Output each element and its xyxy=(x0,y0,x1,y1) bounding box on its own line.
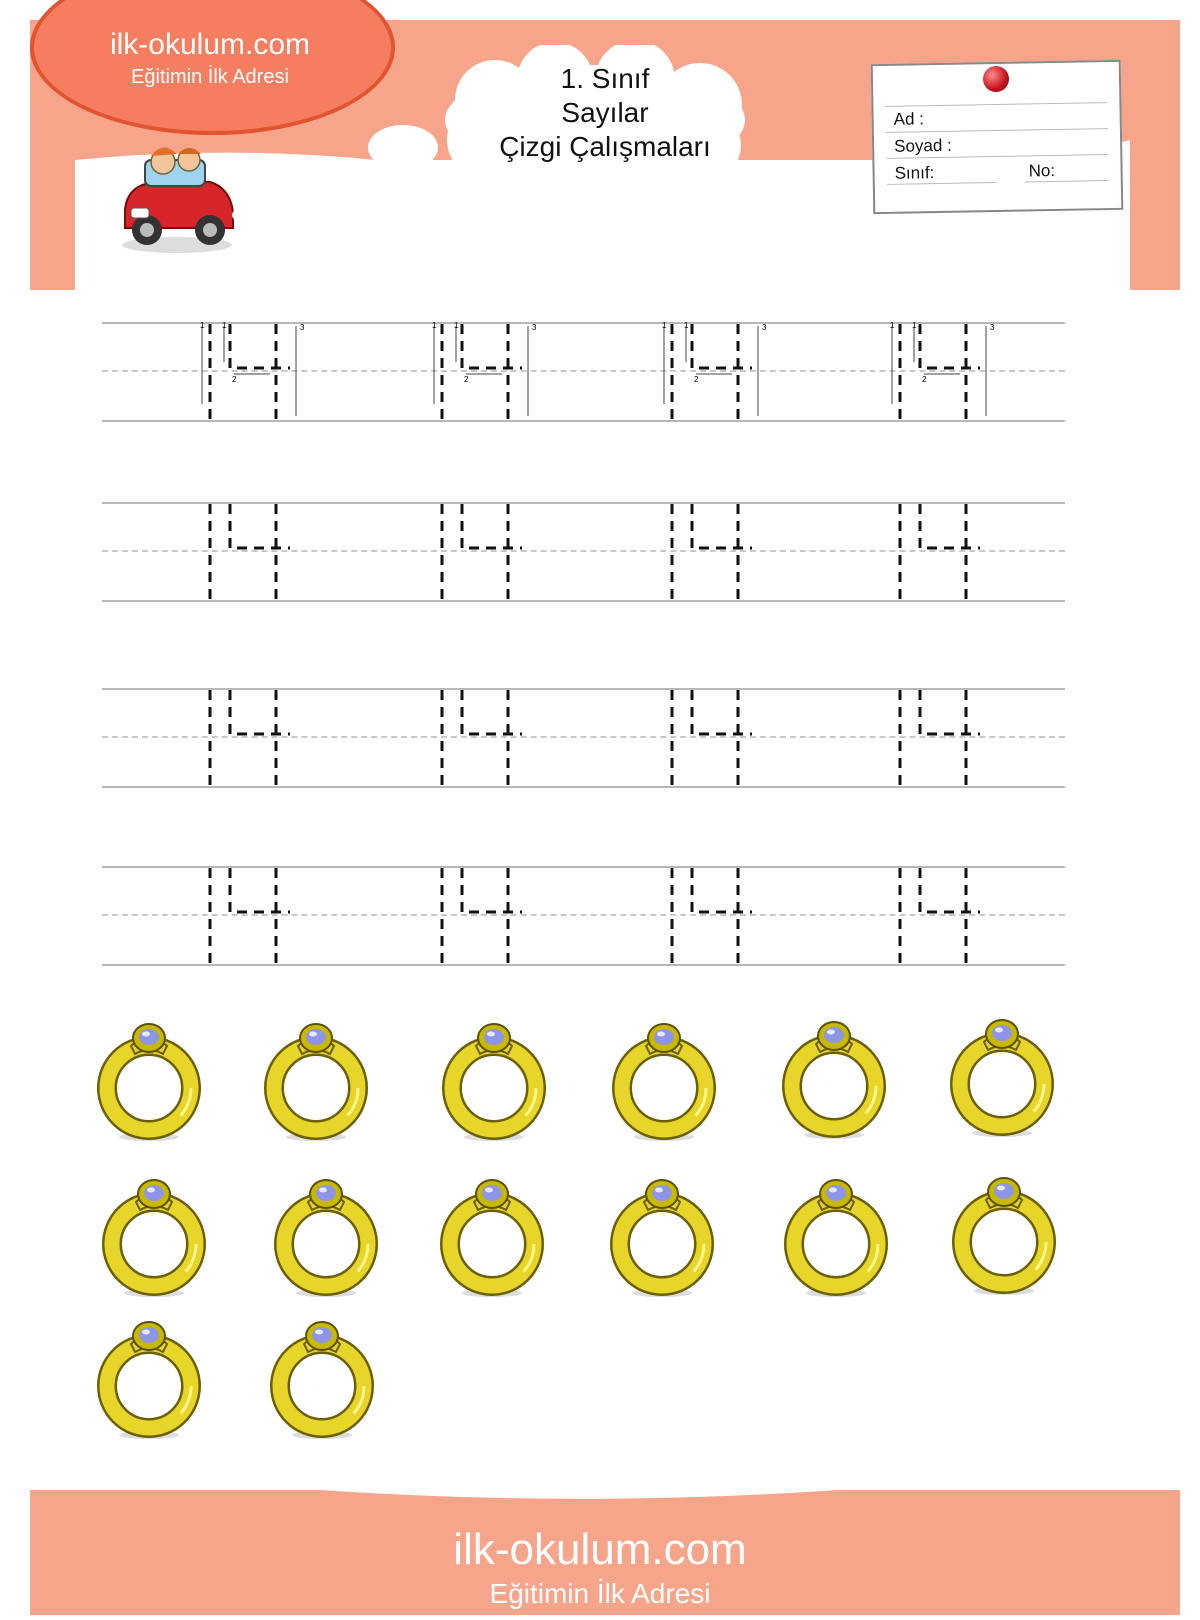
ring-icon xyxy=(608,1176,716,1298)
digit-4-tracing-glyph[interactable] xyxy=(890,500,1000,610)
thought-bubble xyxy=(255,200,281,218)
digit-4-tracing-glyph[interactable] xyxy=(432,864,542,974)
surname-label: Soyad : xyxy=(893,135,952,156)
stroke-order-number: 2 xyxy=(232,375,237,384)
digit-4-tracing-glyph[interactable] xyxy=(890,864,1000,974)
ring-icon xyxy=(272,1176,380,1298)
stroke-order-number: 2 xyxy=(694,375,699,384)
stroke-order-number: 3 xyxy=(532,323,537,332)
digit-4-tracing-glyph[interactable] xyxy=(432,686,542,796)
digit-4-tracing-glyph[interactable] xyxy=(200,500,310,610)
footer-tagline: Eğitimin İlk Adresi xyxy=(489,1578,711,1609)
stroke-order-number: 1 xyxy=(200,321,205,330)
stroke-order-number: 1 xyxy=(890,321,895,330)
ring-icon xyxy=(440,1020,548,1142)
ring-icon xyxy=(100,1176,208,1298)
worksheet-title xyxy=(440,62,770,164)
number-label: No: xyxy=(1028,160,1056,181)
stroke-order-number: 3 xyxy=(990,323,995,332)
digit-4-tracing-glyph[interactable] xyxy=(662,320,772,430)
stroke-order-number: 2 xyxy=(922,375,927,384)
stroke-order-number: 1 xyxy=(684,321,689,330)
thought-bubble xyxy=(232,208,252,222)
ring-icon xyxy=(268,1318,376,1440)
digit-4-tracing-glyph[interactable] xyxy=(200,686,310,796)
thought-bubble xyxy=(318,170,364,200)
ring-icon xyxy=(948,1016,1056,1138)
stroke-order-number: 2 xyxy=(464,375,469,384)
digit-4-tracing-glyph[interactable] xyxy=(890,320,1000,430)
card-line xyxy=(885,102,1107,107)
title-line-activity: Çizgi Çalışmaları xyxy=(499,131,711,162)
digit-4-tracing-glyph[interactable] xyxy=(662,686,772,796)
footer-site-name: ilk-okulum.com xyxy=(453,1525,747,1574)
ring-icon xyxy=(438,1176,546,1298)
title-line-grade: 1. Sınıf xyxy=(560,63,650,94)
stroke-order-number: 1 xyxy=(222,321,227,330)
ring-icon xyxy=(95,1020,203,1142)
digit-4-tracing-glyph[interactable] xyxy=(662,864,772,974)
stroke-order-number: 1 xyxy=(432,321,437,330)
stroke-order-number: 3 xyxy=(300,323,305,332)
logo-tagline: Eğitimin İlk Adresi xyxy=(131,66,289,88)
digit-4-tracing-glyph[interactable] xyxy=(200,320,310,430)
digit-4-tracing-glyph[interactable] xyxy=(890,686,1000,796)
ring-icon xyxy=(780,1018,888,1140)
stroke-order-number: 1 xyxy=(454,321,459,330)
thought-bubble xyxy=(284,188,316,210)
number-field-line[interactable] xyxy=(1025,180,1109,182)
stroke-order-number: 3 xyxy=(762,323,767,332)
title-line-subject: Sayılar xyxy=(561,97,649,128)
class-label: Sınıf: xyxy=(894,163,935,183)
digit-4-tracing-glyph[interactable] xyxy=(432,500,542,610)
logo-site-name: ilk-okulum.com xyxy=(109,28,311,61)
digit-4-tracing-glyph[interactable] xyxy=(662,500,772,610)
digit-4-tracing-glyph[interactable] xyxy=(200,864,310,974)
ring-icon xyxy=(262,1020,370,1142)
digit-4-tracing-glyph[interactable] xyxy=(432,320,542,430)
cartoon-car-illustration xyxy=(115,140,240,255)
name-label: Ad : xyxy=(893,109,925,129)
stroke-order-number: 1 xyxy=(662,321,667,330)
push-pin-icon xyxy=(983,66,1009,92)
ring-icon xyxy=(95,1318,203,1440)
stroke-order-number: 1 xyxy=(912,321,917,330)
ring-icon xyxy=(950,1174,1058,1296)
ring-icon xyxy=(782,1176,890,1298)
ring-icon xyxy=(610,1020,718,1142)
